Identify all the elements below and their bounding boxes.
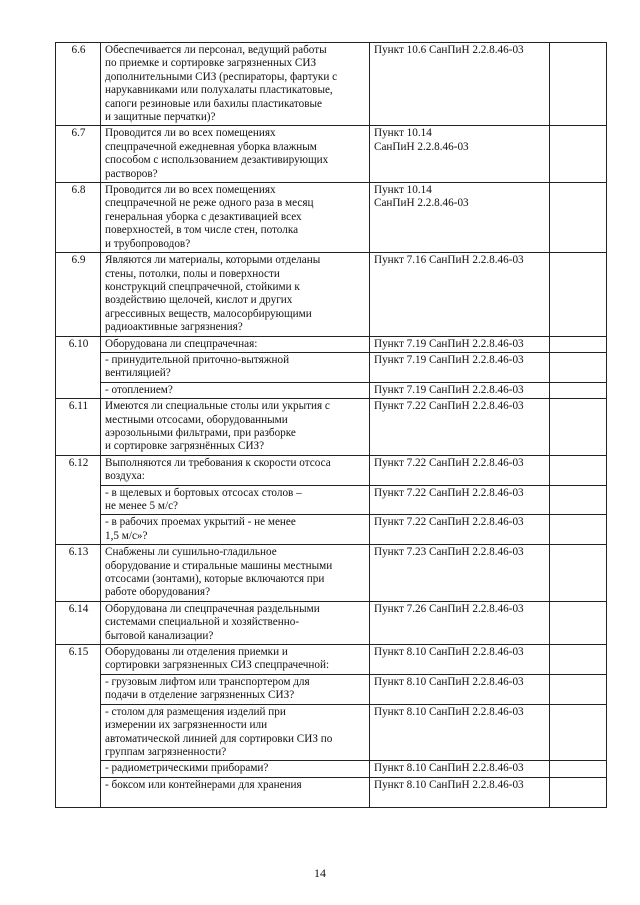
question-line: поверхностей, в том числе стен, потолка	[105, 224, 299, 237]
question-line: измерении их загрязненности или	[105, 719, 268, 732]
question-line: - грузовым лифтом или транспортером для	[105, 675, 310, 688]
question-line: агрессивных веществ, малосорбирующими	[105, 307, 312, 320]
question-cell	[101, 455, 370, 485]
question-line: Оборудованы ли отделения приемки и	[105, 646, 288, 659]
table-row	[56, 761, 607, 777]
reference-line: Пункт 10.14	[374, 184, 432, 197]
reference-cell	[370, 485, 550, 515]
checklist-body	[56, 43, 607, 808]
answer-cell	[550, 601, 607, 644]
item-number: 6.12	[56, 455, 101, 544]
table-row	[56, 352, 607, 382]
reference-cell	[370, 126, 550, 183]
question-cell	[101, 761, 370, 777]
reference-line: Пункт 10.6 СанПиН 2.2.8.46-03	[374, 44, 524, 56]
answer-cell	[550, 515, 607, 545]
item-number: 6.13	[56, 545, 101, 602]
answer-cell	[550, 183, 607, 253]
item-number: 6.15	[56, 645, 101, 807]
question-line: Проводится ли во всех помещениях	[105, 127, 276, 140]
question-line: - в рабочих проемах укрытий - не менее	[105, 516, 296, 529]
question-cell	[101, 336, 370, 352]
table-row	[56, 515, 607, 545]
question-line: дополнительными СИЗ (респираторы, фартуки с	[105, 70, 338, 83]
reference-line: Пункт 7.22 СанПиН 2.2.8.46-03	[374, 400, 524, 413]
question-cell	[101, 601, 370, 644]
reference-cell	[370, 382, 550, 398]
question-line: подачи в отделение загрязненных СИЗ?	[105, 689, 295, 702]
question-line: оборудование и стиральные машины местными	[105, 559, 333, 572]
question-cell	[101, 126, 370, 183]
table-row	[56, 43, 607, 126]
question-line: Обеспечивается ли персонал, ведущий работы	[105, 44, 327, 56]
question-line: стены, потолки, полы и поверхности	[105, 267, 280, 280]
question-line: 1,5 м/с»?	[105, 529, 148, 542]
reference-cell	[370, 43, 550, 126]
question-cell	[101, 485, 370, 515]
question-line: автоматической линией для сортировки СИЗ по	[105, 732, 333, 745]
question-line: - отоплением?	[105, 383, 173, 396]
question-line: - в щелевых и бортовых отсосах столов –	[105, 486, 302, 499]
question-line: способом с использованием дезактивирующих	[105, 154, 329, 167]
reference-line: Пункт 8.10 СанПиН 2.2.8.46-03	[374, 705, 524, 718]
question-line: и защитные перчатки)?	[105, 111, 216, 124]
reference-line: Пункт 10.14	[374, 127, 432, 140]
question-line: Снабжены ли сушильно-гладильное	[105, 546, 277, 559]
question-line: бытовой канализации?	[105, 629, 214, 642]
question-cell	[101, 183, 370, 253]
reference-cell	[370, 183, 550, 253]
answer-cell	[550, 485, 607, 515]
question-line: воздействию щелочей, кислот и других	[105, 294, 293, 307]
question-line: - радиометрическими приборами?	[105, 762, 269, 775]
answer-cell	[550, 382, 607, 398]
reference-line: Пункт 8.10 СанПиН 2.2.8.46-03	[374, 778, 524, 791]
question-line: - принудительной приточно-вытяжной	[105, 353, 290, 366]
reference-line: Пункт 7.19 СанПиН 2.2.8.46-03	[374, 353, 524, 366]
question-cell	[101, 674, 370, 704]
table-row	[56, 777, 607, 807]
question-line: Выполняются ли требования к скорости отсоса	[105, 456, 331, 469]
question-line: отсосами (зонтами), которые включаются при	[105, 573, 325, 586]
page-number: 14	[314, 866, 326, 880]
reference-line: СанПиН 2.2.8.46-03	[374, 197, 469, 210]
answer-cell	[550, 253, 607, 336]
item-number: 6.14	[56, 601, 101, 644]
question-line: генеральная уборка с дезактивацией всех	[105, 210, 302, 223]
table-row	[56, 704, 607, 761]
question-cell	[101, 704, 370, 761]
reference-cell	[370, 515, 550, 545]
reference-line: Пункт 7.22 СанПиН 2.2.8.46-03	[374, 456, 524, 469]
question-line: и сортировке загрязнённых СИЗ?	[105, 440, 265, 453]
item-number: 6.10	[56, 336, 101, 399]
question-cell	[101, 399, 370, 456]
question-line: системами специальной и хозяйственно-	[105, 616, 300, 629]
reference-line: Пункт 7.19 СанПиН 2.2.8.46-03	[374, 337, 524, 350]
table-row	[56, 545, 607, 602]
question-line: воздуха:	[105, 470, 145, 483]
question-cell	[101, 352, 370, 382]
question-line: сапоги резиновые или бахилы пластикатовые	[105, 97, 323, 110]
question-line	[105, 792, 366, 805]
reference-line: Пункт 8.10 СанПиН 2.2.8.46-03	[374, 646, 524, 659]
reference-line: Пункт 7.19 СанПиН 2.2.8.46-03	[374, 383, 524, 396]
question-line: Проводится ли во всех помещениях	[105, 184, 276, 197]
reference-line: СанПиН 2.2.8.46-03	[374, 140, 469, 153]
question-line: по приемке и сортировке загрязненных СИЗ	[105, 57, 317, 70]
item-number: 6.8	[56, 183, 101, 253]
table-row	[56, 399, 607, 456]
table-row	[56, 253, 607, 336]
answer-cell	[550, 336, 607, 352]
question-line: группам загрязненности?	[105, 745, 227, 758]
reference-cell	[370, 336, 550, 352]
reference-line: Пункт 7.23 СанПиН 2.2.8.46-03	[374, 546, 524, 559]
question-line: - боксом или контейнерами для хранения	[105, 778, 302, 791]
answer-cell	[550, 674, 607, 704]
answer-cell	[550, 455, 607, 485]
question-line: и трубопроводов?	[105, 237, 191, 250]
table-row	[56, 336, 607, 352]
question-cell	[101, 253, 370, 336]
question-line: спецпрачечной не реже одного раза в месяц	[105, 197, 314, 210]
answer-cell	[550, 545, 607, 602]
table-row	[56, 674, 607, 704]
reference-line: Пункт 7.22 СанПиН 2.2.8.46-03	[374, 516, 524, 529]
question-line: аэрозольными фильтрами, при разборке	[105, 426, 296, 439]
question-line: Оборудована ли спецпрачечная раздельными	[105, 602, 320, 615]
reference-cell	[370, 601, 550, 644]
question-cell	[101, 545, 370, 602]
question-line: Являются ли материалы, которыми отделаны	[105, 254, 321, 267]
question-line: вентиляцией?	[105, 367, 171, 380]
item-number: 6.6	[56, 43, 101, 126]
answer-cell	[550, 43, 607, 126]
checklist-table	[55, 42, 607, 808]
item-number: 6.9	[56, 253, 101, 336]
question-line: сортировки загрязненных СИЗ спецпрачечной:	[105, 659, 330, 672]
answer-cell	[550, 704, 607, 761]
question-cell	[101, 777, 370, 807]
question-line: конструкций спецпрачечной, стойкими к	[105, 280, 300, 293]
reference-line: Пункт 8.10 СанПиН 2.2.8.46-03	[374, 762, 524, 775]
table-row	[56, 455, 607, 485]
table-row	[56, 183, 607, 253]
reference-cell	[370, 761, 550, 777]
table-row	[56, 382, 607, 398]
question-line: местными отсосами, оборудованными	[105, 413, 288, 426]
question-cell	[101, 645, 370, 675]
table-row	[56, 485, 607, 515]
reference-cell	[370, 545, 550, 602]
reference-cell	[370, 645, 550, 675]
item-number: 6.7	[56, 126, 101, 183]
question-line: работе оборудования?	[105, 586, 211, 599]
answer-cell	[550, 645, 607, 675]
question-line: радиоактивные загрязнения?	[105, 321, 243, 334]
item-number: 6.11	[56, 399, 101, 456]
question-line: Имеются ли специальные столы или укрытия с	[105, 400, 330, 413]
table-row	[56, 645, 607, 675]
question-cell	[101, 382, 370, 398]
reference-cell	[370, 253, 550, 336]
reference-cell	[370, 704, 550, 761]
question-line: растворов?	[105, 167, 158, 180]
reference-cell	[370, 352, 550, 382]
table-row	[56, 601, 607, 644]
answer-cell	[550, 399, 607, 456]
answer-cell	[550, 777, 607, 807]
reference-line: Пункт 8.10 СанПиН 2.2.8.46-03	[374, 675, 524, 688]
reference-line: Пункт 7.22 СанПиН 2.2.8.46-03	[374, 486, 524, 499]
reference-line: Пункт 7.26 СанПиН 2.2.8.46-03	[374, 602, 524, 615]
reference-cell	[370, 777, 550, 807]
question-line: спецпрачечной ежедневная уборка влажным	[105, 140, 317, 153]
answer-cell	[550, 761, 607, 777]
reference-cell	[370, 674, 550, 704]
question-cell	[101, 515, 370, 545]
table-row	[56, 126, 607, 183]
question-line: нарукавниками или полухалаты пластикатовые,	[105, 84, 333, 97]
answer-cell	[550, 126, 607, 183]
reference-cell	[370, 399, 550, 456]
question-cell	[101, 43, 370, 126]
question-line: не менее 5 м/с?	[105, 500, 179, 512]
reference-cell	[370, 455, 550, 485]
question-line: Оборудована ли спецпрачечная:	[105, 337, 258, 350]
question-line: - столом для размещения изделий при	[105, 705, 286, 718]
answer-cell	[550, 352, 607, 382]
reference-line: Пункт 7.16 СанПиН 2.2.8.46-03	[374, 254, 524, 267]
